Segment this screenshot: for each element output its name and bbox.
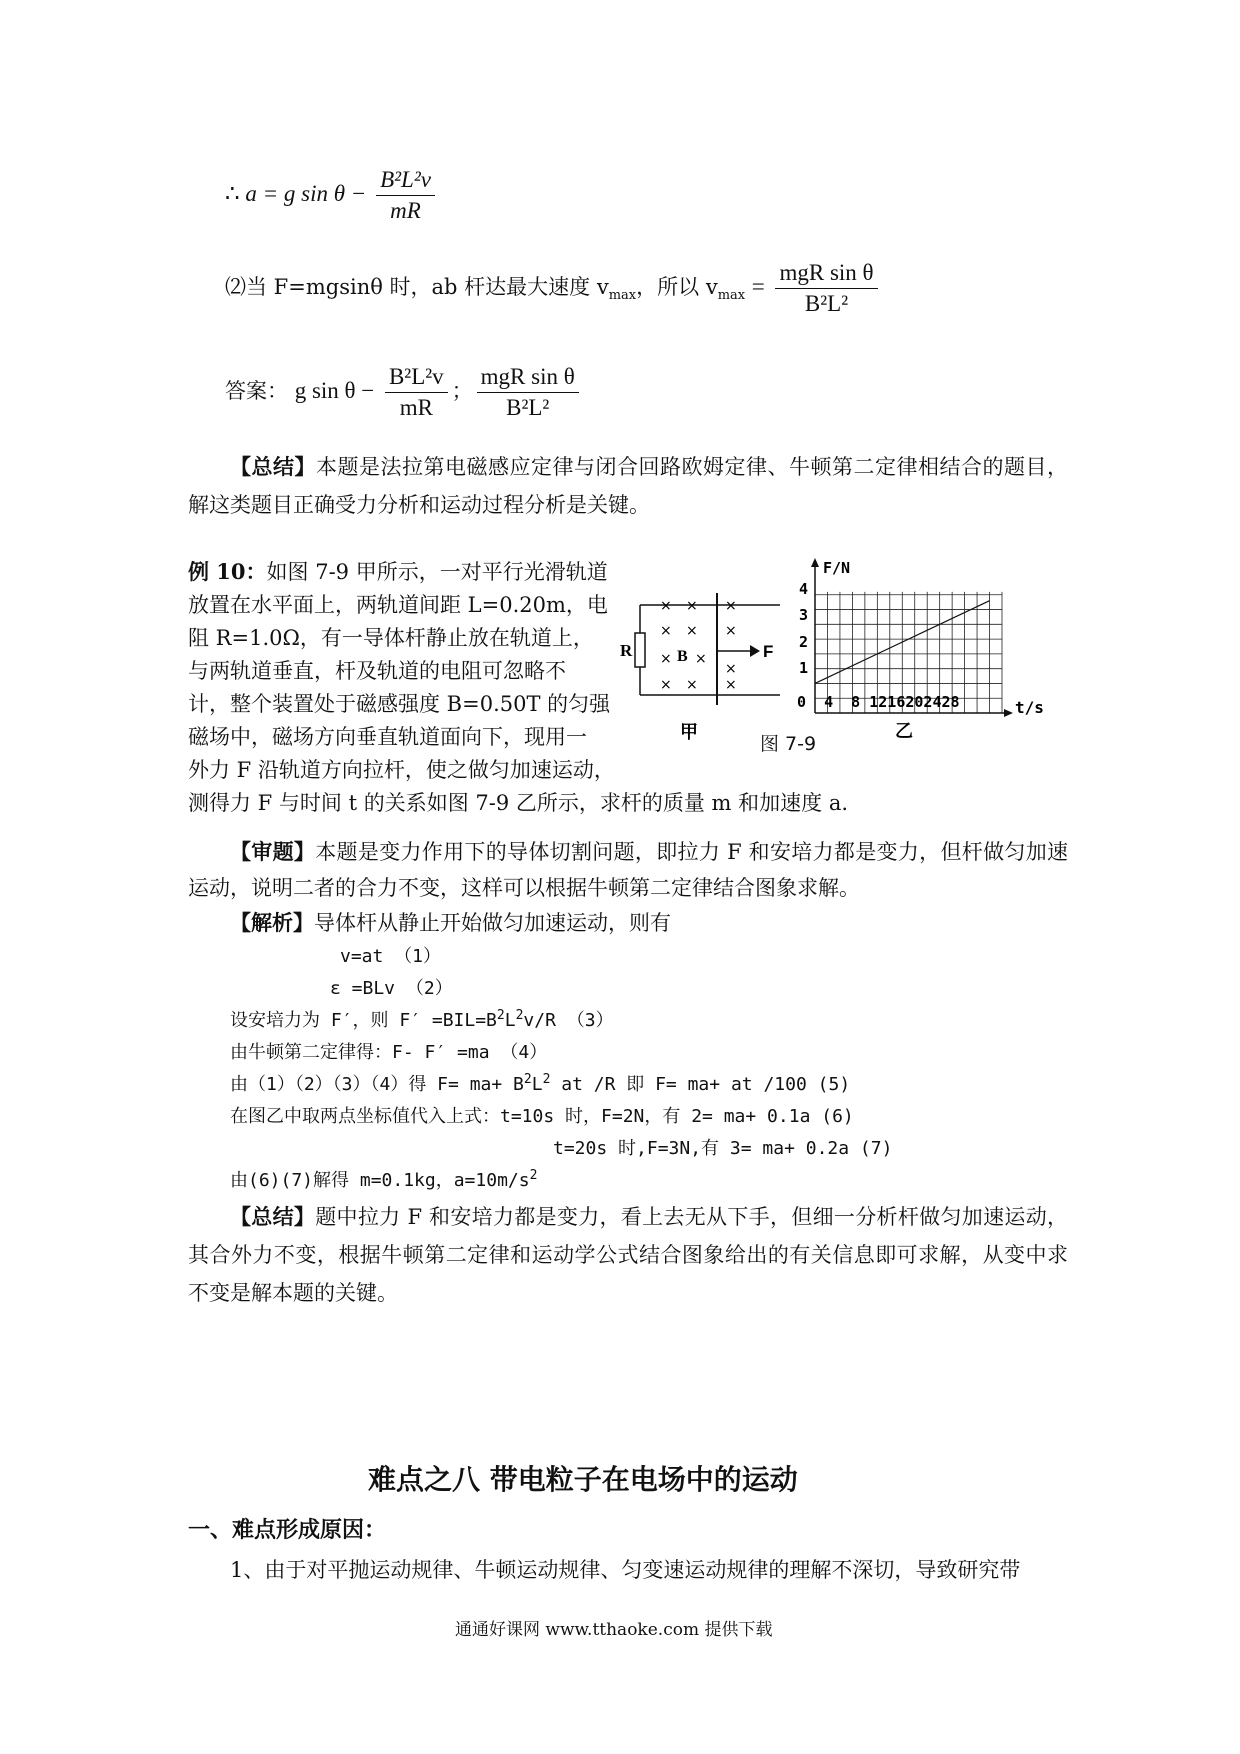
equation-5-part: at /R 即 F= ma+ at /100 (5) bbox=[550, 1074, 851, 1095]
answer bbox=[225, 362, 583, 423]
fraction-numerator: B²L²v bbox=[376, 165, 435, 196]
therefore-symbol: ∴ bbox=[225, 180, 240, 206]
fraction-denominator: B²L² bbox=[804, 291, 849, 316]
analysis-text: 导体杆从静止开始做匀加速运动，则有 bbox=[314, 911, 671, 935]
equation-2: ε =BLv （2） bbox=[330, 978, 453, 999]
superscript: 2 bbox=[542, 1072, 551, 1087]
analysis-tag: 【解析】 bbox=[230, 910, 314, 935]
example-line: 放置在水平面上，两轨道间距 L=0.20m，电 bbox=[188, 593, 608, 617]
section-title: 难点之八 带电粒子在电场中的运动 bbox=[368, 1463, 798, 1496]
fraction-denominator: mR bbox=[399, 395, 433, 420]
cross-icon: × bbox=[695, 651, 707, 667]
cross-icon: × bbox=[660, 623, 672, 639]
equation-5-part: 由（1）（2）（3）（4）得 F= ma+ B bbox=[230, 1074, 524, 1095]
force-label: F bbox=[763, 642, 774, 661]
y-axis-label: F/N bbox=[823, 559, 851, 577]
cross-icon: × bbox=[725, 598, 737, 614]
summary-text: 本题是法拉第电磁感应定律与闭合回路欧姆定律、牛顿第二定律相结合的题目，解这类题目正确受力分析和运动过程分析是关键。 bbox=[188, 455, 1068, 517]
y-tick-label: 2 bbox=[799, 633, 809, 651]
circuit-diagram bbox=[620, 585, 790, 745]
page-footer: 通通好课网 www.tthaoke.com 提供下载 bbox=[455, 1620, 773, 1640]
formula-lhs: a = g sin θ − bbox=[245, 180, 367, 206]
fraction-denominator: B²L² bbox=[506, 395, 550, 420]
figure-yi-label: 乙 bbox=[895, 721, 913, 742]
fraction bbox=[477, 362, 579, 423]
superscript: 2 bbox=[515, 1008, 524, 1023]
example-line: 外力 F 沿轨道方向拉杆，使之做匀加速运动， bbox=[188, 758, 615, 782]
figure-caption: 图 7-9 bbox=[760, 733, 817, 755]
summary-1 bbox=[188, 448, 1068, 524]
x-tick-labels: 0 4 8 1216202428 bbox=[797, 693, 960, 711]
equals-sign: = bbox=[751, 274, 765, 299]
example-line: 计，整个装置处于磁感强度 B=0.50T 的匀强 bbox=[188, 692, 611, 716]
formula-acceleration bbox=[225, 165, 439, 226]
x-axis-label: t/s bbox=[1015, 698, 1044, 717]
equation-3-part: v/R （3） bbox=[523, 1010, 614, 1031]
equation-3 bbox=[230, 1004, 614, 1037]
example-label: 例 10： bbox=[188, 559, 267, 584]
y-tick-labels bbox=[799, 580, 808, 677]
cross-icon: × bbox=[725, 677, 737, 693]
example-line: 测得力 F 与时间 t 的关系如图 7-9 乙所示，求杆的质量 m 和加速度 a. bbox=[188, 791, 849, 815]
analysis-intro bbox=[230, 906, 671, 940]
fraction-numerator: B²L²v bbox=[385, 362, 448, 393]
equation-3-part: L bbox=[504, 1010, 516, 1031]
fraction-denominator: mR bbox=[390, 198, 421, 223]
summary-tag: 【总结】 bbox=[230, 454, 316, 479]
step-2-text: ⑵当 F=mgsinθ 时，ab 杆达最大速度 v bbox=[225, 275, 609, 299]
cross-icon: × bbox=[686, 677, 698, 693]
equation-4: 由牛顿第二定律得：F- F′ =ma （4） bbox=[230, 1042, 548, 1063]
step-2-text2: ，所以 v bbox=[636, 275, 718, 299]
equation-5-part: L bbox=[531, 1074, 543, 1095]
step-2 bbox=[225, 258, 882, 319]
fraction bbox=[385, 362, 448, 423]
cross-icon: × bbox=[660, 651, 672, 667]
example-line: 磁场中，磁场方向垂直轨道面向下，现用一 bbox=[188, 725, 587, 749]
force-time-chart bbox=[795, 555, 1065, 755]
fraction bbox=[775, 258, 877, 319]
y-axis-arrow-icon bbox=[811, 558, 819, 567]
cross-icon: × bbox=[660, 598, 672, 614]
cross-icon: × bbox=[725, 661, 737, 677]
superscript: 2 bbox=[529, 1168, 538, 1183]
magnetic-field-crosses bbox=[660, 598, 737, 693]
cross-icon: × bbox=[686, 598, 698, 614]
summary-text: 题中拉力 F 和安培力都是变力，看上去无从下手，但细一分析杆做匀加速运动，其合外力不变，根据牛顿第二定律和运动学公式结合图象给出的有关信息即可求解，从变中求不变是解本题的关键。 bbox=[188, 1205, 1069, 1305]
resistor bbox=[635, 633, 645, 667]
review bbox=[188, 834, 1068, 906]
section-heading: 一、难点形成原因： bbox=[188, 1518, 387, 1543]
x-axis-arrow-icon bbox=[1004, 709, 1013, 717]
sub-max: max bbox=[717, 288, 746, 304]
section-line-1: 1、由于对平抛运动规律、牛顿运动规律、匀变速运动规律的理解不深切，导致研究带 bbox=[230, 1558, 1021, 1582]
example-line: 与两轨道垂直，杆及轨道的电阻可忽略不 bbox=[188, 659, 566, 683]
cross-icon: × bbox=[686, 623, 698, 639]
fraction-numerator: mgR sin θ bbox=[477, 362, 579, 393]
equation-8-text: 由(6)(7)解得 m=0.1kg，a=10m/s bbox=[230, 1170, 530, 1191]
answer-separator: ； bbox=[451, 379, 473, 403]
equation-1: v=at （1） bbox=[340, 946, 442, 967]
fraction-numerator: mgR sin θ bbox=[775, 258, 877, 289]
equation-7: t=20s 时,F=3N,有 3= ma+ 0.2a (7) bbox=[553, 1138, 893, 1159]
summary-2 bbox=[188, 1198, 1068, 1312]
review-text: 本题是变力作用下的导体切割问题，即拉力 F 和安培力都是变力，但杆做匀加速运动，说明二者的合力不变，这样可以根据牛顿第二定律结合图象求解。 bbox=[188, 840, 1069, 900]
equation-3-part: 设安培力为 F′，则 F′ =BIL=B bbox=[230, 1010, 497, 1031]
equation-5 bbox=[230, 1068, 850, 1101]
equation-8 bbox=[230, 1164, 537, 1197]
arrow-head-icon bbox=[750, 645, 760, 657]
review-tag: 【审题】 bbox=[230, 839, 316, 864]
figure-jia-label: 甲 bbox=[680, 722, 698, 743]
answer-lhs: g sin θ − bbox=[294, 378, 375, 403]
superscript: 2 bbox=[523, 1072, 532, 1087]
example-line: 如图 7-9 甲所示，一对平行光滑轨道 bbox=[266, 560, 608, 584]
cross-icon: × bbox=[660, 677, 672, 693]
fraction bbox=[376, 165, 435, 226]
cross-icon: × bbox=[725, 623, 737, 639]
superscript: 2 bbox=[496, 1008, 505, 1023]
sub-max: max bbox=[608, 288, 637, 304]
answer-label: 答案： bbox=[225, 379, 288, 403]
y-tick-label: 4 bbox=[799, 580, 809, 598]
y-tick-label: 3 bbox=[799, 606, 809, 624]
field-label: B bbox=[677, 648, 688, 665]
example-line: 阻 R=1.0Ω，有一导体杆静止放在轨道上， bbox=[188, 626, 594, 650]
equation-6: 在图乙中取两点坐标值代入上式：t=10s 时，F=2N，有 2= ma+ 0.1a (6) bbox=[230, 1106, 854, 1127]
summary-tag: 【总结】 bbox=[230, 1204, 316, 1229]
resistor-label: R bbox=[620, 641, 633, 660]
y-tick-label: 1 bbox=[799, 659, 809, 677]
